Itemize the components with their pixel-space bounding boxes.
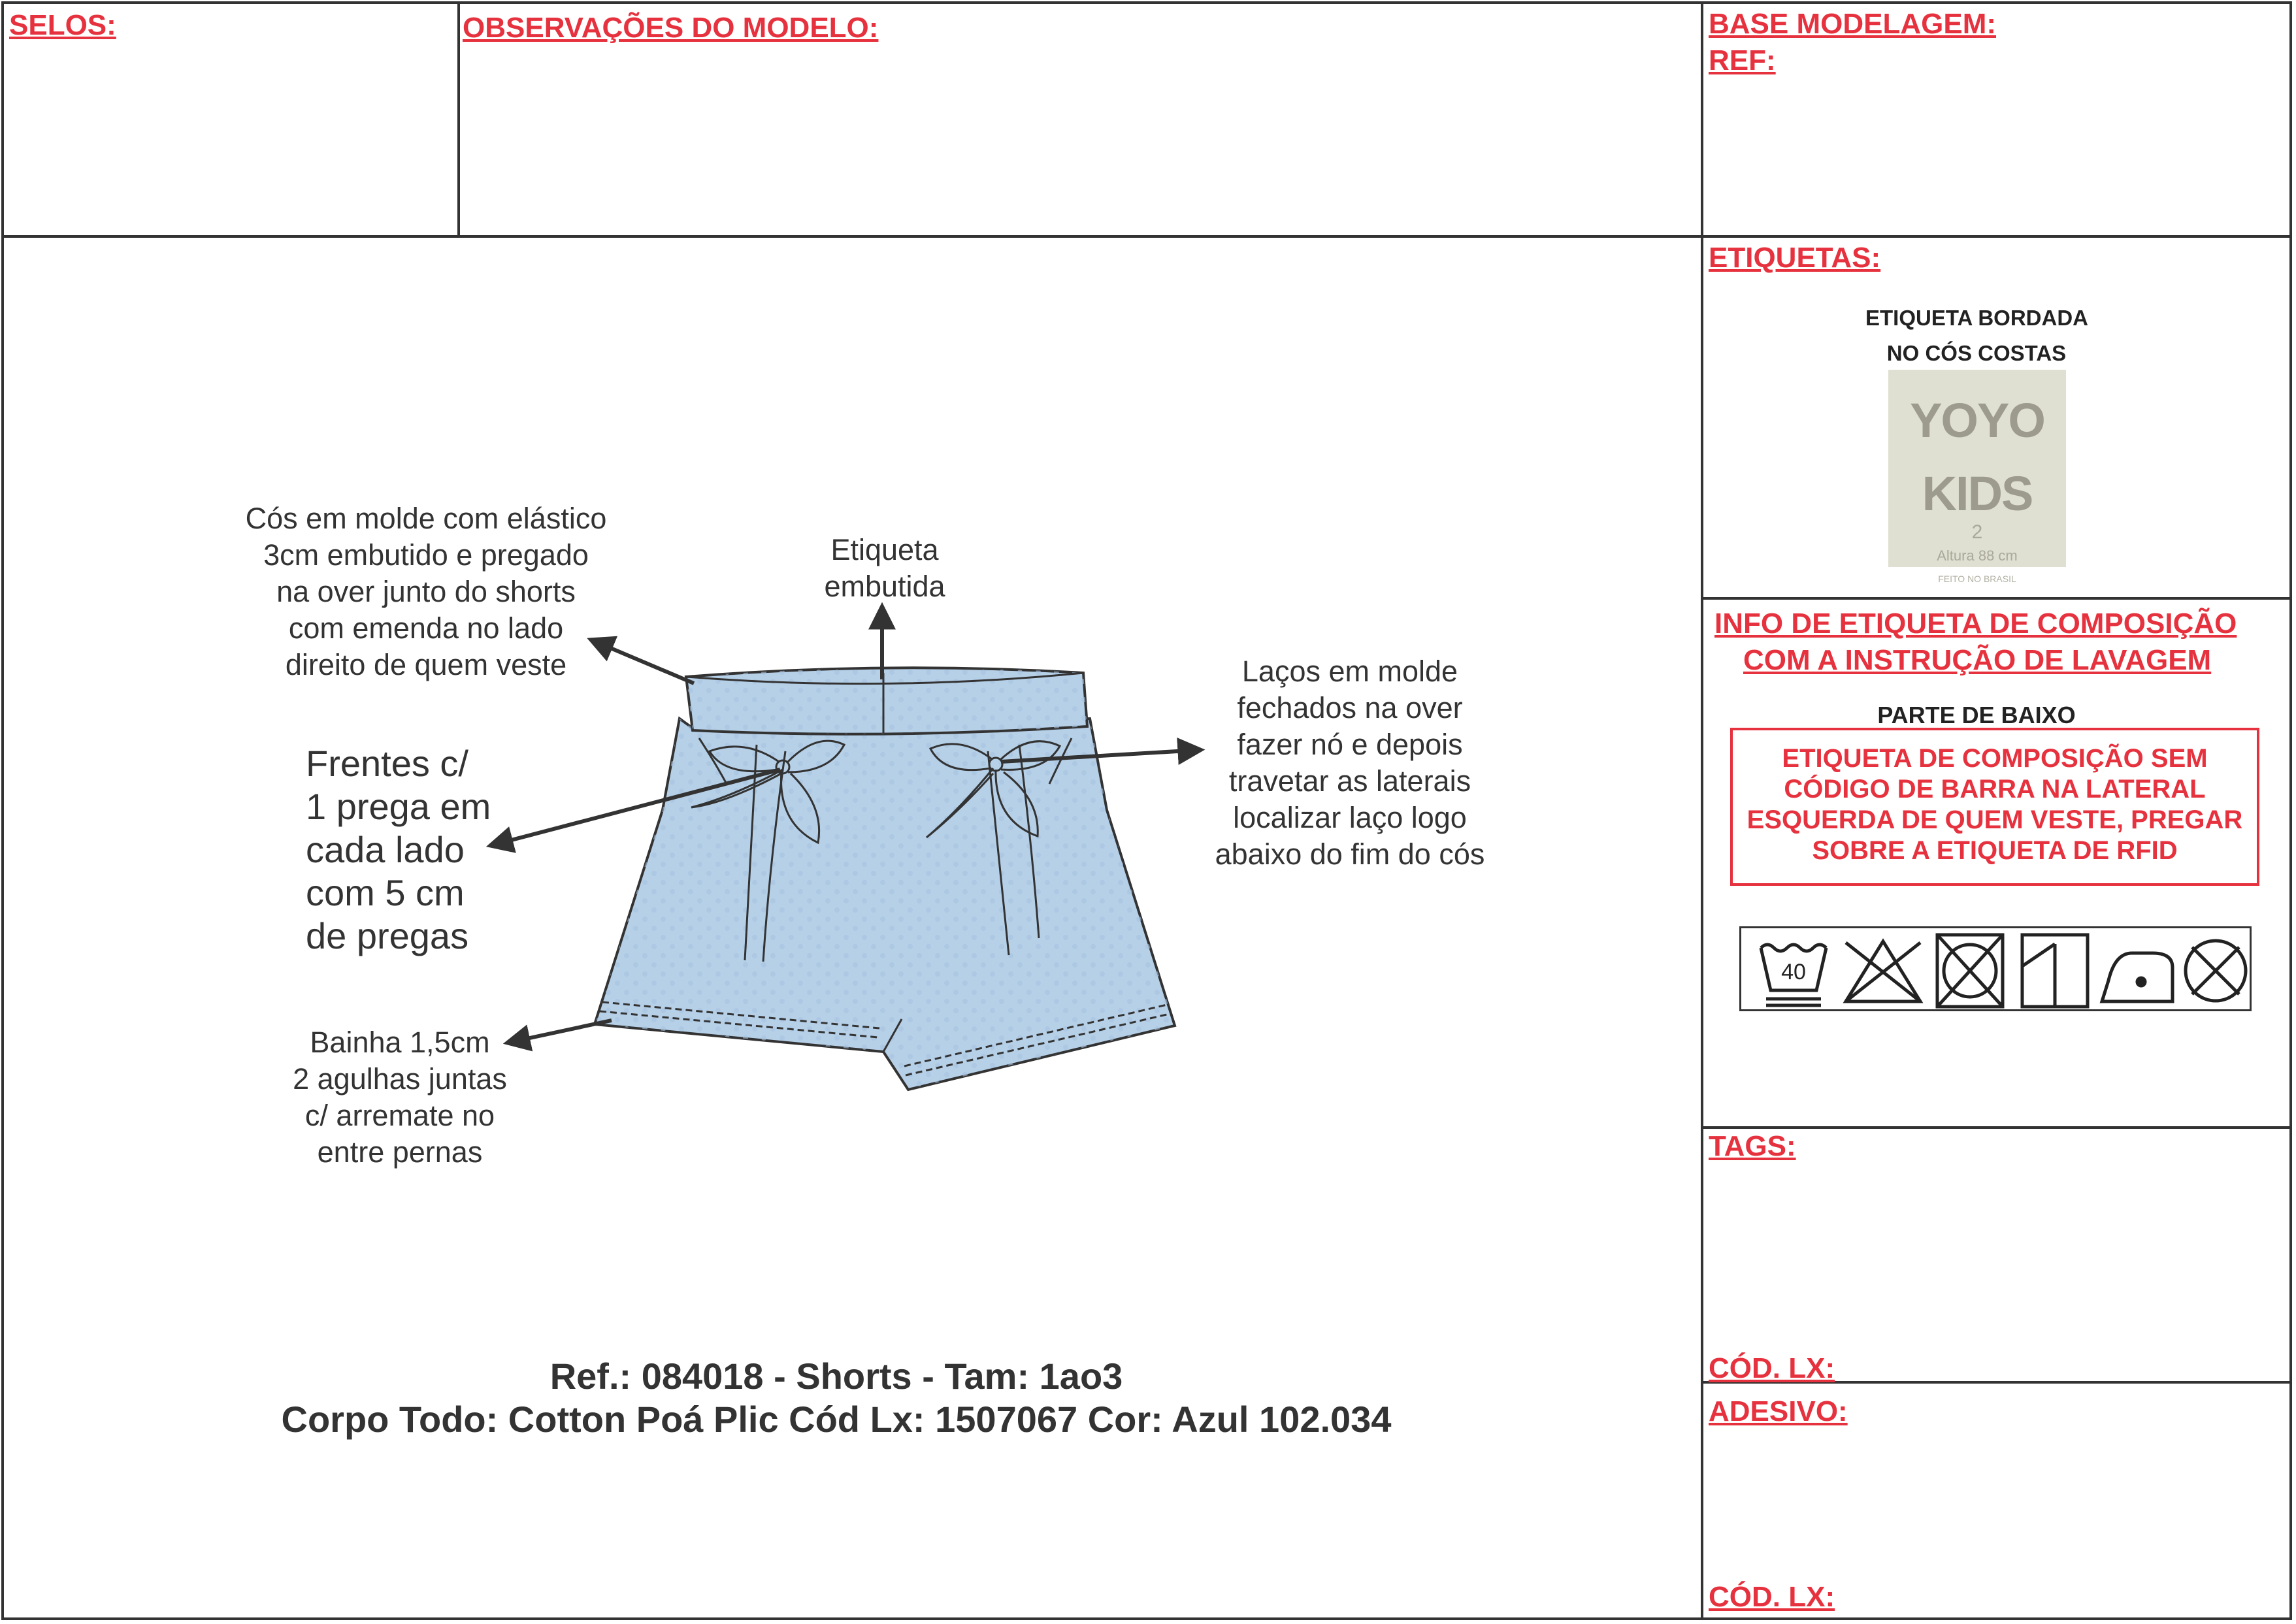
note-cos-line4: com emenda no lado	[288, 611, 564, 645]
no-tumble-dry-icon	[1937, 935, 2003, 1007]
note-frentes-line5: de pregas	[306, 915, 469, 956]
note-bainha	[256, 1024, 544, 1171]
note-lacos-line5: localizar laço logo	[1233, 801, 1467, 834]
composicao-box-line2: CÓDIGO DE BARRA NA LATERAL	[1784, 775, 2206, 804]
brand-label-image	[1888, 370, 2066, 584]
reference-line2: Corpo Todo: Cotton Poá Plic Cód Lx: 1507067 Cor: Azul 102.034	[281, 1399, 1392, 1440]
note-lacos-line3: fazer nó e depois	[1237, 728, 1463, 761]
divider-top-row	[1, 235, 2292, 238]
cod-lx-tags-label: CÓD. LX:	[1709, 1352, 1835, 1384]
cod-lx-adesivo-label: CÓD. LX:	[1709, 1581, 1835, 1613]
note-bainha-line2: 2 agulhas juntas	[293, 1062, 507, 1096]
etiqueta-bordada-line1: ETIQUETA BORDADA	[1865, 306, 2088, 330]
parte-de-baixo-label: PARTE DE BAIXO	[1877, 702, 2076, 728]
ref-header: REF:	[1709, 44, 1776, 76]
composicao-box-line3: ESQUERDA DE QUEM VESTE, PREGAR	[1747, 805, 2243, 834]
etiqueta-bordada-line2: NO CÓS COSTAS	[1886, 341, 2067, 365]
note-lacos-line1: Laços em molde	[1241, 655, 1458, 688]
note-frentes	[306, 742, 491, 958]
note-bainha-line4: entre pernas	[317, 1135, 483, 1169]
note-cos-line2: 3cm embutido e pregado	[263, 538, 589, 572]
label-size: 2	[1971, 521, 1983, 543]
note-frentes-line4: com 5 cm	[306, 872, 465, 913]
divider-right-column	[1701, 1, 1703, 1620]
divider-info-bottom	[1701, 1126, 2292, 1129]
note-lacos-line6: abaixo do fim do cós	[1215, 837, 1485, 871]
note-cos-line3: na over junto do shorts	[276, 575, 576, 608]
iron-low-icon	[2102, 953, 2173, 1001]
no-dry-clean-icon	[2186, 941, 2246, 1001]
brand-logo-line1: YOYO	[1910, 393, 2044, 447]
divider-etiquetas-bottom	[1701, 597, 2292, 600]
composicao-box-line1: ETIQUETA DE COMPOSIÇÃO SEM	[1782, 744, 2208, 773]
base-modelagem-header: BASE MODELAGEM:	[1709, 8, 1996, 40]
note-lacos	[1180, 653, 1520, 873]
note-lacos-line4: travetar as laterais	[1228, 764, 1471, 798]
note-cos-line5: direito de quem veste	[285, 648, 567, 681]
divider-selos	[457, 1, 460, 236]
brand-logo-line2: KIDS	[1922, 466, 2033, 521]
etiquetas-header: ETIQUETAS:	[1709, 242, 1881, 274]
note-etiqueta-line2: embutida	[824, 570, 945, 603]
composicao-box-line4: SOBRE A ETIQUETA DE RFID	[1812, 836, 2178, 865]
note-bainha-line1: Bainha 1,5cm	[310, 1026, 490, 1059]
no-bleach-icon	[1846, 941, 1920, 1001]
label-height: Altura 88 cm	[1937, 547, 2018, 564]
note-frentes-line3: cada lado	[306, 829, 465, 870]
note-etiqueta-line1: Etiqueta	[830, 533, 939, 566]
info-composicao-header-line1: INFO DE ETIQUETA DE COMPOSIÇÃO	[1714, 608, 2237, 640]
note-cos-line1: Cós em molde com elástico	[245, 502, 607, 535]
observacoes-header: OBSERVAÇÕES DO MODELO:	[463, 12, 879, 44]
reference-line1: Ref.: 084018 - Shorts - Tam: 1ao3	[549, 1356, 1123, 1397]
adesivo-header: ADESIVO:	[1709, 1395, 1848, 1427]
info-composicao-header-line2: COM A INSTRUÇÃO DE LAVAGEM	[1743, 644, 2212, 676]
note-bainha-line3: c/ arremate no	[304, 1099, 495, 1132]
note-etiqueta	[787, 532, 983, 605]
tags-header: TAGS:	[1709, 1130, 1796, 1162]
note-frentes-line1: Frentes c/	[306, 743, 468, 784]
line-dry-icon	[2022, 935, 2088, 1007]
selos-header: SELOS:	[9, 9, 116, 41]
care-symbols-strip	[1739, 926, 2252, 1011]
composicao-instruction-box	[1730, 728, 2259, 886]
label-made-in: FEITO NO BRASIL	[1938, 574, 2016, 584]
wash-temp: 40	[1781, 960, 1806, 984]
note-frentes-line2: 1 prega em	[306, 786, 491, 827]
note-cos	[210, 500, 642, 683]
note-lacos-line2: fechados na over	[1237, 691, 1463, 724]
